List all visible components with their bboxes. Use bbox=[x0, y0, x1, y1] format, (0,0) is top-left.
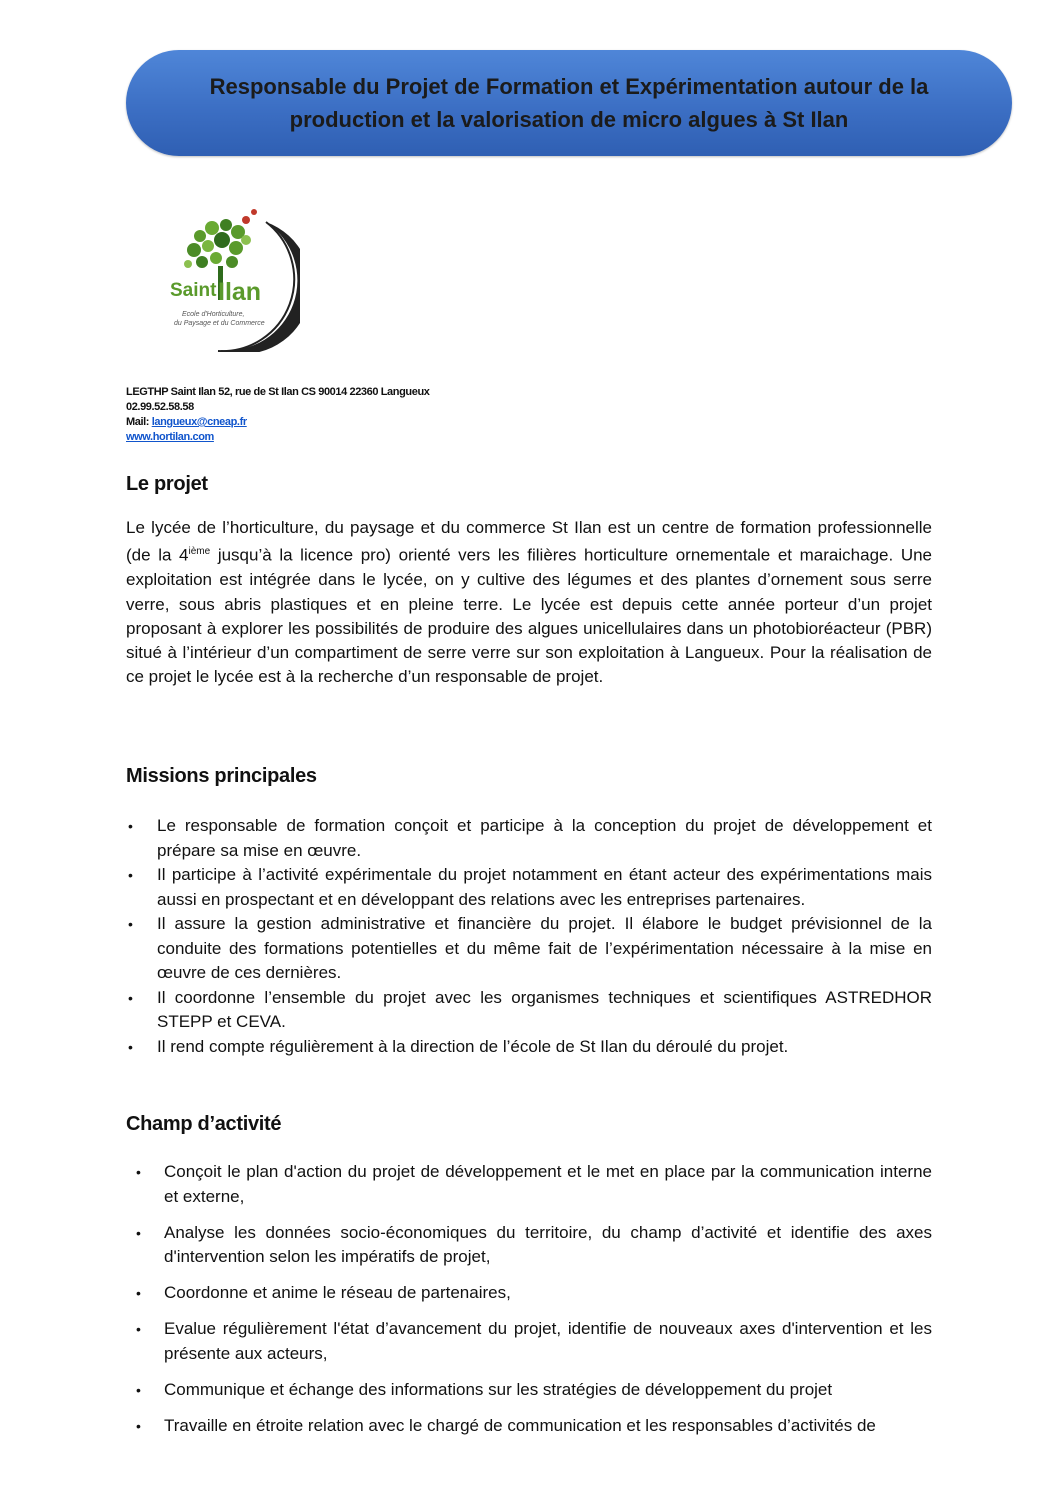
champ-item bbox=[126, 1414, 932, 1439]
mission-text: Il participe à l’activité expérimentale du projet notamment en étant acteur des expérimentations mais aussi en prospectant et en développant des relations avec les entreprises partenaires. bbox=[157, 865, 932, 909]
logo-word-saint: Saint bbox=[170, 280, 217, 301]
bullet-icon: • bbox=[136, 1321, 141, 1337]
champ-heading: Champ d’activité bbox=[126, 1113, 282, 1135]
missions-list bbox=[126, 814, 932, 1059]
contact-mail-line bbox=[126, 415, 429, 430]
champ-item bbox=[126, 1221, 932, 1270]
bullet-icon: • bbox=[128, 818, 133, 834]
projet-text-2: jusqu’à la licence pro) orienté vers les filières horticulture ornementale et maraichage. Une exploitation est intégrée dans le lycée, on y cultive des légumes et des plantes d’ornement sous serre verre, sous abris plastiques et en pleine terre. Le lycée est depuis cette année porteur d’un projet proposant à explorer les possibilités de produire des algues unicellulaires dans un photobioréacteur (PBR) situé à l’intérieur d’un compartiment de serre verre sur son exploitation à Langueux. Pour la réalisation de ce projet le lycée est à la recherche d’un responsable de projet. bbox=[126, 545, 933, 687]
contact-phone: 02.99.52.58.58 bbox=[126, 401, 194, 413]
mission-text: Le responsable de formation conçoit et participe à la conception du projet de développement et prépare sa mise en œuvre. bbox=[157, 816, 932, 860]
champ-text: Analyse les données socio-économiques du territoire, du champ d’activité et identifie des axes d'intervention selon les impératifs de projet, bbox=[164, 1222, 932, 1266]
contact-address: LEGTHP Saint Ilan 52, rue de St Ilan CS 90014 22360 Langueux bbox=[126, 386, 430, 398]
logo-tagline-2: du Paysage et du Commerce bbox=[174, 320, 265, 327]
logo-word-ilan: Ilan bbox=[218, 278, 262, 306]
logo-tagline-1: Ecole d'Horticulture, bbox=[182, 311, 245, 318]
mission-text: Il rend compte régulièrement à la direction de l’école de St Ilan du déroulé du projet. bbox=[157, 1036, 789, 1056]
bullet-icon: • bbox=[136, 1381, 141, 1398]
bullet-icon: • bbox=[128, 1038, 133, 1055]
projet-paragraph bbox=[126, 516, 932, 690]
projet-text-1: Le lycée de l’horticulture, du paysage et du commerce St Ilan est un centre de formation professionnelle (de la 4 bbox=[126, 518, 932, 565]
title-banner bbox=[126, 50, 1012, 156]
mission-item bbox=[126, 863, 932, 912]
mission-item bbox=[126, 814, 932, 863]
champ-text: Communique et échange des informations sur les stratégies de développement du projet bbox=[164, 1379, 833, 1399]
mail-label: Mail: bbox=[126, 416, 152, 428]
bullet-icon: • bbox=[128, 989, 133, 1006]
champ-text: Coordonne et anime le réseau de partenaires, bbox=[164, 1283, 511, 1302]
champ-item bbox=[126, 1160, 932, 1209]
mail-link[interactable]: langueux@cneap.fr bbox=[151, 416, 247, 428]
champ-list bbox=[126, 1160, 932, 1450]
bullet-icon: • bbox=[128, 867, 133, 883]
projet-superscript: ième bbox=[188, 546, 211, 558]
bullet-icon: • bbox=[136, 1224, 141, 1241]
missions-heading: Missions principales bbox=[126, 765, 317, 787]
champ-text: Evalue régulièrement l'état d’avancement du projet, identifie de nouveaux axes d'intervention et les présente aux acteurs, bbox=[164, 1319, 932, 1363]
mission-item bbox=[126, 1035, 932, 1060]
bullet-icon: • bbox=[136, 1285, 141, 1301]
projet-heading: Le projet bbox=[126, 473, 208, 495]
bullet-icon: • bbox=[128, 916, 133, 932]
champ-item bbox=[126, 1317, 932, 1366]
mission-item bbox=[126, 912, 932, 986]
contact-block bbox=[126, 385, 429, 445]
mission-text: Il assure la gestion administrative et financière du projet. Il élabore le budget prévisionnel de la conduite des formations potentielles et du même fait de l’expérimentation nécessaire à la mise en œuvre de ces dernières. bbox=[157, 914, 932, 982]
champ-text: Conçoit le plan d'action du projet de développement et le met en place par la communication interne et externe, bbox=[164, 1162, 932, 1206]
champ-text: Travaille en étroite relation avec le chargé de communication et les responsables d’activités de bbox=[164, 1415, 876, 1435]
website-link[interactable]: www.hortilan.com bbox=[126, 431, 214, 443]
champ-item bbox=[126, 1281, 932, 1306]
bullet-icon: • bbox=[136, 1417, 141, 1434]
document-title: Responsable du Projet de Formation et Expérimentation autour de la production et la valorisation de micro algues à St Ilan bbox=[209, 74, 929, 132]
champ-item bbox=[126, 1378, 932, 1403]
mission-text: Il coordonne l’ensemble du projet avec les organismes techniques et scientifiques ASTREDHOR STEPP et CEVA. bbox=[157, 987, 932, 1031]
saint-ilan-logo bbox=[148, 200, 300, 352]
mission-item bbox=[126, 986, 932, 1035]
bullet-icon: • bbox=[136, 1164, 141, 1180]
